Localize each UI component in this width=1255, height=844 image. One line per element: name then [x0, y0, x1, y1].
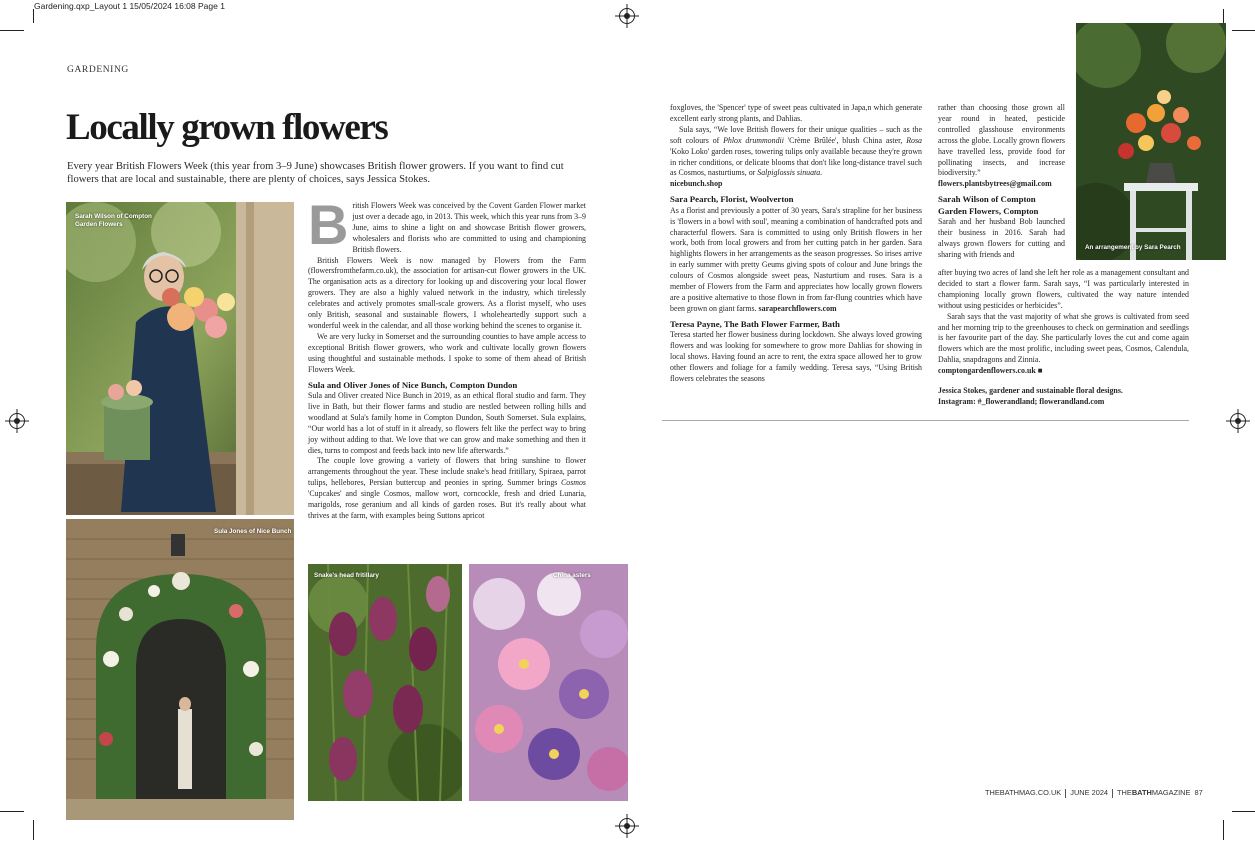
- footer-brand-the: THE: [1117, 788, 1132, 797]
- caption-sula-jones: Sula Jones of Nice Bunch: [214, 528, 292, 535]
- crop-mark: [33, 820, 34, 840]
- italic-term: Rosa: [906, 135, 922, 145]
- caption-sarah-wilson: Sarah Wilson of Compton Garden Flowers: [75, 213, 152, 228]
- page-footer: [985, 788, 1203, 798]
- standfirst: Every year British Flowers Week (this year from 3–9 June) showcases British flower growers. If you want to find cut flowers that are local and sustainable, there are plenty of choices, says Jessica Stokes.: [67, 161, 564, 185]
- photo-sula-jones: [66, 519, 294, 820]
- registration-mark-icon: [1230, 413, 1246, 429]
- photo-snakes-head-image: [308, 564, 462, 801]
- link-plantsbytrees-email[interactable]: flowers.plantsbytrees@gmail.com: [938, 179, 1052, 189]
- caption-sara-pearch: An arrangement by Sara Pearch: [1085, 244, 1181, 251]
- paragraph-text: 'Koko Loko' garden roses, towering tulips only available because they're grown in richer conditions, or delicate blooms that don't like long-distance travel such as Cosmos, nasturtiums, or: [670, 146, 922, 178]
- end-mark-icon: ■: [1037, 366, 1043, 376]
- paragraph-text: 'Cupcakes' and single Cosmos, mallow wort, corncockle, fresh and dried Lunaria, marigolds, rose geranium and all kinds of garden roses. But it's really about what thrives at the farm, with examples being Suttons apricot: [308, 489, 586, 520]
- caption-china-asters: China asters: [553, 572, 591, 579]
- paragraph: Sarah says that the vast majority of what she grows is cultivated from seed and her morning trip to the greenhouses to check on germination and seedlings is her favourite part of the day. She particularly loves the cut and come again flowers which are the most prolific, including sweet peas, Cosmos, Calendula, Dahlia, snapdragons and Zinnia.: [938, 311, 1189, 365]
- photo-sara-pearch-arrangement: [1076, 23, 1226, 260]
- photo-snakes-head-fritillary: [308, 564, 462, 801]
- paragraph: Sarah and her husband Bob launched their business in 2016. Sarah had always grown flowers for cutting and sharing with friends and: [938, 217, 1065, 259]
- photo-sara-pearch-image: [1076, 23, 1226, 260]
- link-sarapearchflowers[interactable]: sarapearchflowers.com: [758, 303, 837, 313]
- slug-line: Gardening.qxp_Layout 1 15/05/2024 16:08 Page 1: [34, 1, 225, 11]
- byline: Jessica Stokes, gardener and sustainable floral designs.: [938, 386, 1123, 396]
- paragraph-text: As a florist and previously a potter of 30 years, Sara's strapline for her business is 'flowers in a bowl with soul', meaning a combination of handcrafted pots and characterful flowers. Sara is committed to using only British flowers in her work, both from local growers and from her cutting patch in her garden. Sara highlights flowers in her arrangements as the season progresses. So irises arrive in early summer with pretty Geums giving spots of colour and June brings the colours of Cosmos alongside sweet peas, Nasturtium and roses. Sara is a member of Flowers from the Farm and appreciates how locally grown flowers are a positive alternative to those flown in from far-flung countries which have been grown on giant farms.: [670, 205, 922, 313]
- photo-sarah-wilson-image: [66, 202, 294, 515]
- crop-mark: [0, 811, 24, 812]
- section-label: GARDENING: [67, 65, 129, 75]
- paragraph: ritish Flowers Week was conceived by the Covent Garden Flower market just over a decade ago, in 2013. This week, which this year runs from 3–9 June, aims to shine a light on and showcase British flower growers, wholesalers and florists who are committed to using and championing British flowers.: [352, 201, 586, 254]
- paragraph: Sula and Oliver created Nice Bunch in 2019, as an ethical floral studio and farm. They live in Bath, but their flower farms and studio are nestled between rolling hills and woodland at Sula's family home in Compton Dundon, South Somerset. Sula explains, “Our world has a lot of stuff in it already, so flowers felt like the perfect way to bring joy without adding to that. We love that we can grow and make something and then it dies, turns to compost and feeds back into new life afterwards.”: [308, 391, 586, 455]
- footer-site[interactable]: THEBATHMAG.CO.UK: [985, 788, 1062, 797]
- column-rule: [662, 420, 1189, 421]
- italic-term: Salpiglossis sinuata: [757, 168, 821, 178]
- paragraph-text: .: [820, 168, 823, 178]
- subheading-nice-bunch: Sula and Oliver Jones of Nice Bunch, Compton Dundon: [308, 379, 518, 390]
- link-nicebunch[interactable]: nicebunch.shop: [670, 179, 723, 189]
- link-comptongardenflowers[interactable]: comptongardenflowers.co.uk: [938, 366, 1036, 376]
- article-column-3-bottom: [938, 268, 1189, 408]
- footer-date: JUNE 2024: [1070, 788, 1109, 797]
- paragraph-text: 'Crème Brûlée', blush China aster,: [783, 135, 907, 145]
- paragraph: foxgloves, the 'Spencer' type of sweet peas cultivated in Japa,n which generate excellent early strong plants, and Dahlias.: [670, 103, 922, 123]
- footer-divider: [1112, 789, 1113, 798]
- article-column-1: [308, 193, 586, 522]
- photo-sarah-wilson: [66, 202, 294, 515]
- page-title: Locally grown flowers: [66, 107, 388, 148]
- footer-divider: [1065, 789, 1066, 798]
- registration-mark-icon: [619, 8, 635, 24]
- caption-snakes-head: Snake's head fritillary: [314, 572, 379, 579]
- paragraph: Teresa started her flower business during lockdown. She always loved growing flowers and was looking for somewhere to grow more Dahlias for showing in local shows. Having found an acre to rent, the extra space allowed her to grow other flowers and foliage for a family wedding. Teresa says, “Using British flowers celebrates the seasons: [670, 330, 922, 383]
- article-column-2: [670, 103, 922, 385]
- subheading-teresa-payne: Teresa Payne, The Bath Flower Farmer, Bath: [670, 318, 840, 329]
- footer-brand-bath: BATH: [1131, 788, 1152, 797]
- paragraph-text: Sula says, “We love British flowers for their unique qualities – such as the soft colours of: [670, 124, 922, 145]
- crop-mark: [33, 9, 34, 23]
- crop-mark: [1232, 811, 1255, 812]
- photo-sula-jones-image: [66, 519, 294, 820]
- registration-mark-icon: [9, 413, 25, 429]
- registration-mark-icon: [619, 818, 635, 834]
- crop-mark: [1223, 820, 1224, 840]
- paragraph: rather than choosing those grown all year round in heated, pesticide controlled glasshouse environments across the globe. Locally grown flowers have travelled less, provide food for pollinating insects, and increase biodiversity.”: [938, 103, 1065, 178]
- paragraph: after buying two acres of land she left her role as a management consultant and decided to start a flower farm. Sarah says, “I was particularly interested in championing locally grown flowers, cultivated the way nature intended without using pesticides or herbicides”.: [938, 268, 1189, 310]
- article-column-3-top: [938, 103, 1065, 261]
- crop-mark: [0, 30, 24, 31]
- crop-mark: [1223, 9, 1224, 23]
- subheading-sarah-wilson: Sarah Wilson of Compton Garden Flowers, Compton: [938, 194, 1039, 216]
- paragraph: British Flowers Week is now managed by Flowers from the Farm (flowersfromthefarm.co.uk), the association for artisan-cut flower growers in the UK. The organisation acts as a directory for looking up and discovering your local flower growers. They are also a highly valued network in the industry, which tirelessly celebrates and actively promotes small-scale growers. As a florist myself, who uses only British, seasonal and sustainable flowers, I wholeheartedly support such a wonderful week in the calendar, and all those working behind the scenes to organise it.: [308, 255, 586, 330]
- photo-china-asters: [469, 564, 628, 801]
- italic-term: Phlox drummondii: [723, 135, 784, 145]
- paragraph: We are very lucky in Somerset and the surrounding counties to have ample access to exceptional British flower growers, who work and cultivate locally grown flowers using thoughtful and sustainable methods. I spoke to some of them ahead of British Flowers Week.: [308, 331, 586, 374]
- page-number: 87: [1194, 788, 1203, 797]
- crop-mark: [1232, 30, 1255, 31]
- italic-term: Cosmos: [561, 478, 586, 488]
- footer-brand-magazine: MAGAZINE: [1151, 788, 1191, 797]
- subheading-sara-pearch: Sara Pearch, Florist, Woolverton: [670, 194, 794, 205]
- byline-instagram: Instagram: #_flowerandland; flowerandland.com: [938, 396, 1105, 406]
- paragraph-text: The couple love growing a variety of flowers that bring sunshine to flower arrangements throughout the year. These include snake's head fritillary, Spiraea, parrot tulips, hellebores, Persian buttercup and peonies in spring. Summer brings: [308, 456, 586, 488]
- photo-china-asters-image: [469, 564, 628, 801]
- drop-cap: B: [308, 193, 349, 256]
